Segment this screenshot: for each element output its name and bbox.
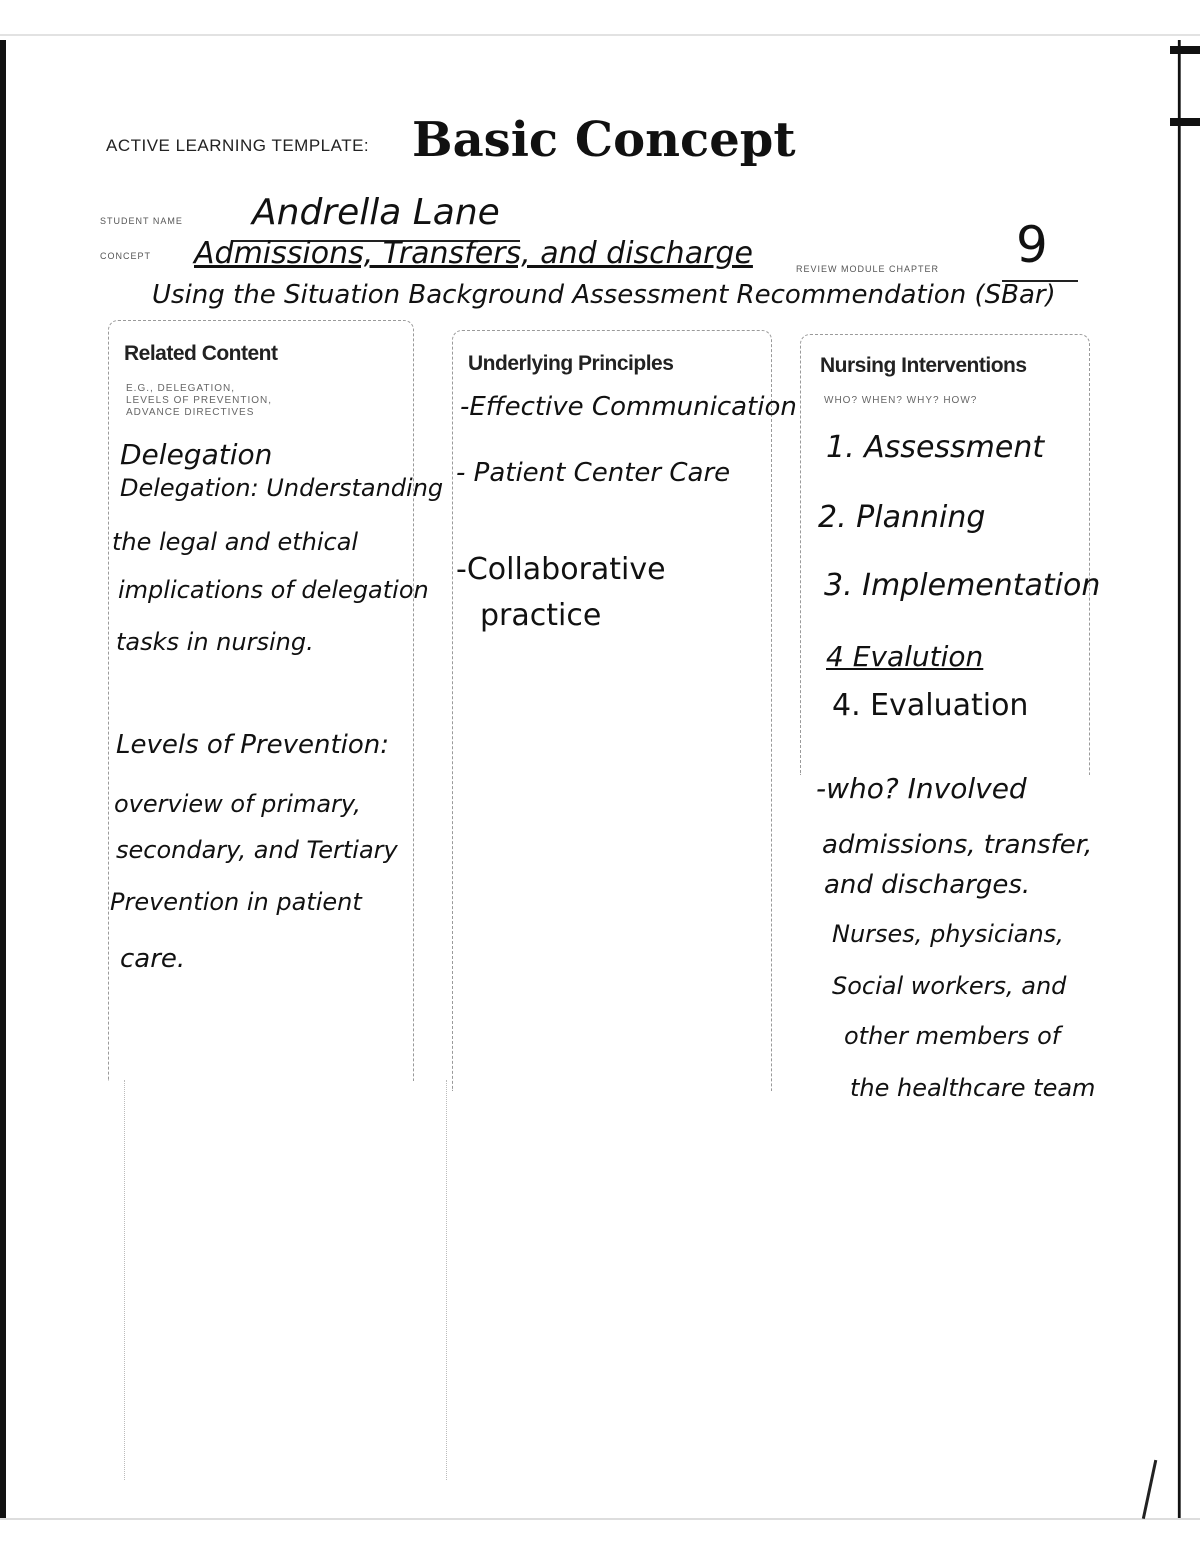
related-content-line: Levels of Prevention:	[116, 730, 390, 760]
related-content-line: Delegation	[120, 438, 273, 471]
student-name-value: Andrella Lane	[252, 192, 500, 233]
related-content-line: the legal and ethical	[112, 528, 359, 556]
nursing-interventions-line: admissions, transfer,	[822, 830, 1093, 860]
nursing-interventions-line: 3. Implementation	[824, 568, 1101, 603]
nursing-interventions-line: other members of	[844, 1022, 1061, 1050]
nursing-interventions-line: the healthcare team	[850, 1074, 1096, 1102]
concept-subtitle: Using the Situation Background Assessment Recommendation (SBar)	[152, 280, 1056, 310]
related-content-line: implications of delegation	[118, 576, 429, 604]
concept-label: CONCEPT	[100, 251, 152, 261]
scan-right-edge	[1172, 40, 1200, 1520]
review-module-value: 9	[1016, 216, 1048, 274]
scan-left-edge	[0, 40, 6, 1520]
nursing-interventions-line: 4. Evaluation	[832, 688, 1029, 723]
underlying-principles-line: - Patient Center Care	[456, 458, 731, 488]
related-content-line: Prevention in patient	[110, 888, 362, 916]
column-divider	[446, 1080, 447, 1480]
column-divider	[124, 1080, 125, 1480]
scan-bottom-edge	[0, 1518, 1200, 1520]
nursing-interventions-hint: WHO? WHEN? WHY? HOW?	[824, 395, 978, 406]
underlying-principles-line: -Collaborative	[456, 552, 666, 587]
review-module-label: REVIEW MODULE CHAPTER	[796, 264, 940, 274]
related-content-hint: E.G., DELEGATION,	[126, 383, 236, 394]
underlying-principles-line: practice	[480, 598, 602, 633]
related-content-line: secondary, and Tertiary	[116, 836, 398, 864]
nursing-interventions-line: 1. Assessment	[826, 430, 1045, 465]
related-content-hint: ADVANCE DIRECTIVES	[126, 407, 255, 418]
scan-top-edge	[0, 34, 1200, 36]
related-content-header: Related Content	[124, 342, 278, 365]
nursing-interventions-line: 2. Planning	[818, 500, 986, 535]
nursing-interventions-line: Social workers, and	[832, 972, 1067, 1000]
nursing-interventions-line: -who? Involved	[816, 772, 1027, 805]
underlying-principles-box	[452, 330, 772, 1091]
stray-pen-mark	[1142, 1460, 1163, 1521]
related-content-line: care.	[120, 944, 186, 974]
related-content-line: tasks in nursing.	[116, 628, 314, 656]
nursing-interventions-line: Nurses, physicians,	[832, 920, 1064, 948]
underlying-principles-header: Underlying Principles	[468, 352, 674, 375]
related-content-hint: LEVELS OF PREVENTION,	[126, 395, 273, 406]
student-name-label: STUDENT NAME	[100, 216, 183, 226]
underlying-principles-line: -Effective Communication	[460, 392, 797, 422]
nursing-interventions-header: Nursing Interventions	[820, 354, 1027, 377]
scan-binder-mark	[1170, 46, 1200, 54]
nursing-interventions-line: and discharges.	[824, 870, 1031, 900]
related-content-line: overview of primary,	[114, 790, 361, 818]
concept-value: Admissions, Transfers, and discharge	[194, 236, 753, 271]
related-content-line: Delegation: Understanding	[120, 474, 444, 502]
scan-binder-mark	[1170, 118, 1200, 126]
template-title: Basic Concept	[412, 112, 796, 168]
template-label: ACTIVE LEARNING TEMPLATE:	[106, 136, 370, 155]
nursing-interventions-line-crossed: 4 Evalution	[826, 640, 984, 673]
